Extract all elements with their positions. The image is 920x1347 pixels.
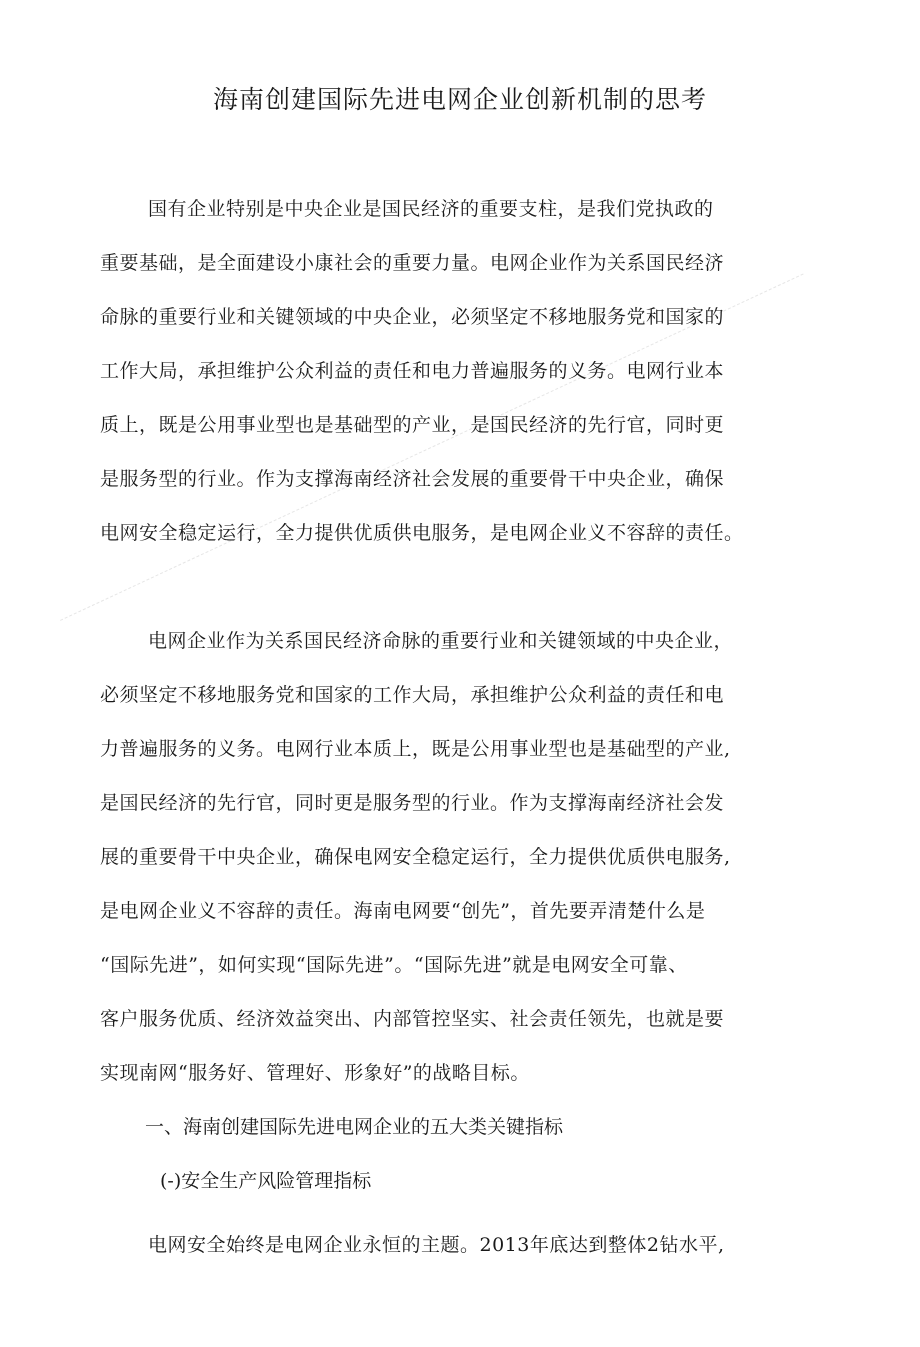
paragraph-line: 质上，既是公用事业型也是基础型的产业，是国民经济的先行官，同时更	[100, 414, 725, 436]
paragraph-line: 电网企业作为关系国民经济命脉的重要行业和关键领域的中央企业，	[148, 630, 734, 652]
section-heading: 一、海南创建国际先进电网企业的五大类关键指标	[145, 1116, 564, 1138]
paragraph-line: 必须坚定不移地服务党和国家的工作大局，承担维护公众利益的责任和电	[100, 684, 725, 706]
document-title: 海南创建国际先进电网企业创新机制的思考	[212, 85, 707, 114]
paragraph-line: 力普遍服务的义务。电网行业本质上，既是公用事业型也是基础型的产业,	[100, 738, 731, 760]
paragraph-line: 重要基础，是全面建设小康社会的重要力量。电网企业作为关系国民经济	[100, 252, 725, 274]
paragraph-line: 工作大局，承担维护公众利益的责任和电力普遍服务的义务。电网行业本	[100, 360, 725, 382]
subsection-heading: (-)安全生产风险管理指标	[160, 1170, 372, 1192]
paragraph-line: 展的重要骨干中央企业，确保电网安全稳定运行，全力提供优质供电服务,	[100, 846, 731, 868]
paragraph-line: 是服务型的行业。作为支撑海南经济社会发展的重要骨干中央企业，确保	[100, 468, 725, 490]
paragraph-3-line: 电网安全始终是电网企业永恒的主题。2013年底达到整体2钻水平,	[148, 1234, 725, 1256]
paragraph-line: 是国民经济的先行官，同时更是服务型的行业。作为支撑海南经济社会发	[100, 792, 725, 814]
paragraph-line: 是电网企业义不容辞的责任。海南电网要“创先”，首先要弄清楚什么是	[100, 900, 706, 922]
paragraph-line: 实现南网“服务好、管理好、形象好”的战略目标。	[100, 1062, 530, 1084]
paragraph-line: 电网安全稳定运行，全力提供优质供电服务，是电网企业义不容辞的责任。	[100, 522, 744, 544]
paragraph-line: “国际先进”，如何实现“国际先进”。“国际先进”就是电网安全可靠、	[100, 954, 688, 976]
paragraph-line: 国有企业特别是中央企业是国民经济的重要支柱，是我们党执政的	[148, 198, 714, 220]
paragraph-line: 命脉的重要行业和关键领域的中央企业，必须坚定不移地服务党和国家的	[100, 306, 725, 328]
paragraph-line: 客户服务优质、经济效益突出、内部管控坚实、社会责任领先，也就是要	[100, 1008, 725, 1030]
